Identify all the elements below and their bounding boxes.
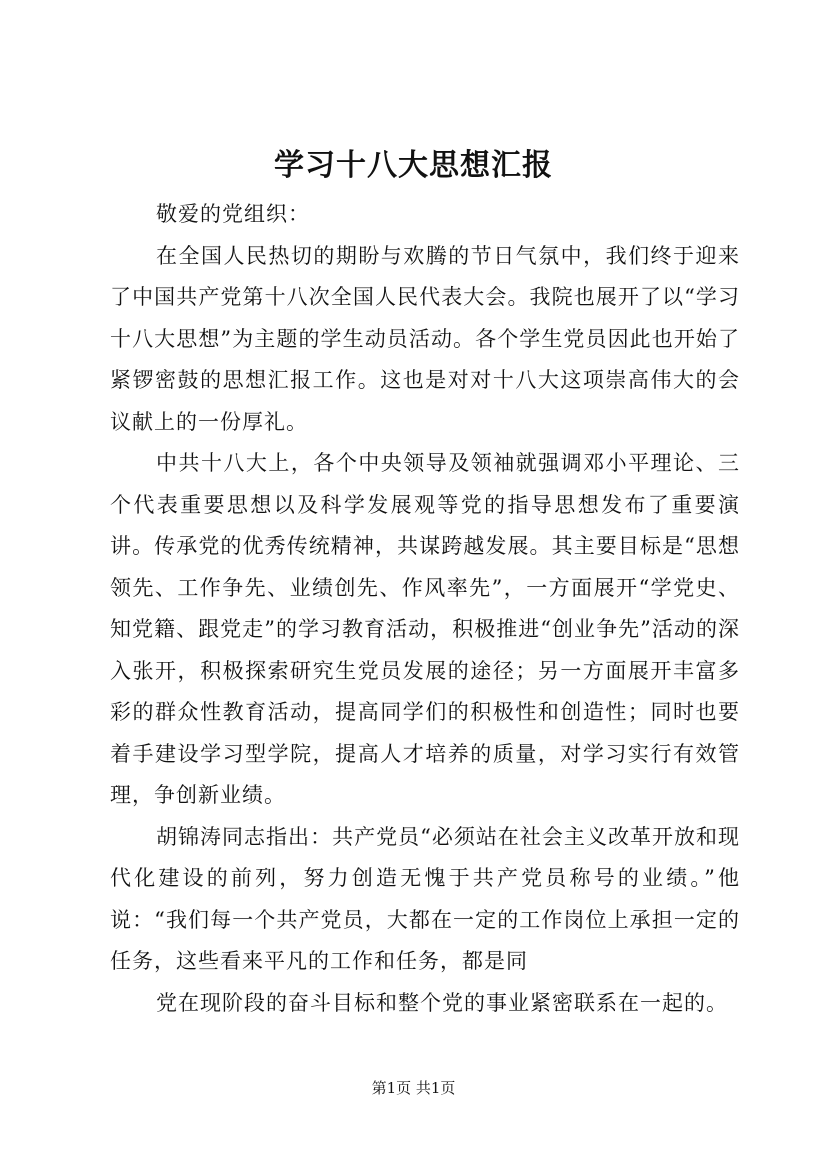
page-footer: 第1页 共1页 [371,1079,456,1097]
paragraph-4: 党在现阶段的奋斗目标和整个党的事业紧密联系在一起的。 [156,990,728,1015]
paragraph-1: 在全国人民热切的期盼与欢腾的节日气氛中，我们终于迎来了中国共产党第十八次全国人民代表大会。我院也展开了以“学习十八大思想”为主题的学生动员活动。各个学生党员因此也开始了紧锣密鼓的思想汇报工作。这也是对对十八大这项崇高伟大的会议献上的一份厚礼。 [110,243,740,434]
document-body [110,194,740,1024]
paragraph-2: 中共十八大上，各个中央领导及领袖就强调邓小平理论、三个代表重要思想以及科学发展观等党的指导思想发布了重要演讲。传承党的优秀传统精神，共谋跨越发展。其主要目标是“思想领先、工作争先、业绩创先、作风率先”，一方面展开“学党史、知党籍、跟党走”的学习教育活动，积极推进“创业争先”活动的深入张开，积极探索研究生党员发展的途径；另一方面展开丰富多彩的群众性教育活动，提高同学们的积极性和创造性；同时也要着手建设学习型学院，提高人才培养的质量，对学习实行有效管理，争创新业绩。 [110,451,740,807]
salutation: 敬爱的党组织： [156,202,310,226]
paragraph-3: 胡锦涛同志指出：共产党员“必须站在社会主义改革开放和现代化建设的前列，努力创造无愧于共产党员称号的业绩。”他说：“我们每一个共产党员，大都在一定的工作岗位上承担一定的任务，这些看来平凡的工作和任务，都是同 [110,824,740,973]
document-title: 学习十八大思想汇报 [274,148,553,183]
